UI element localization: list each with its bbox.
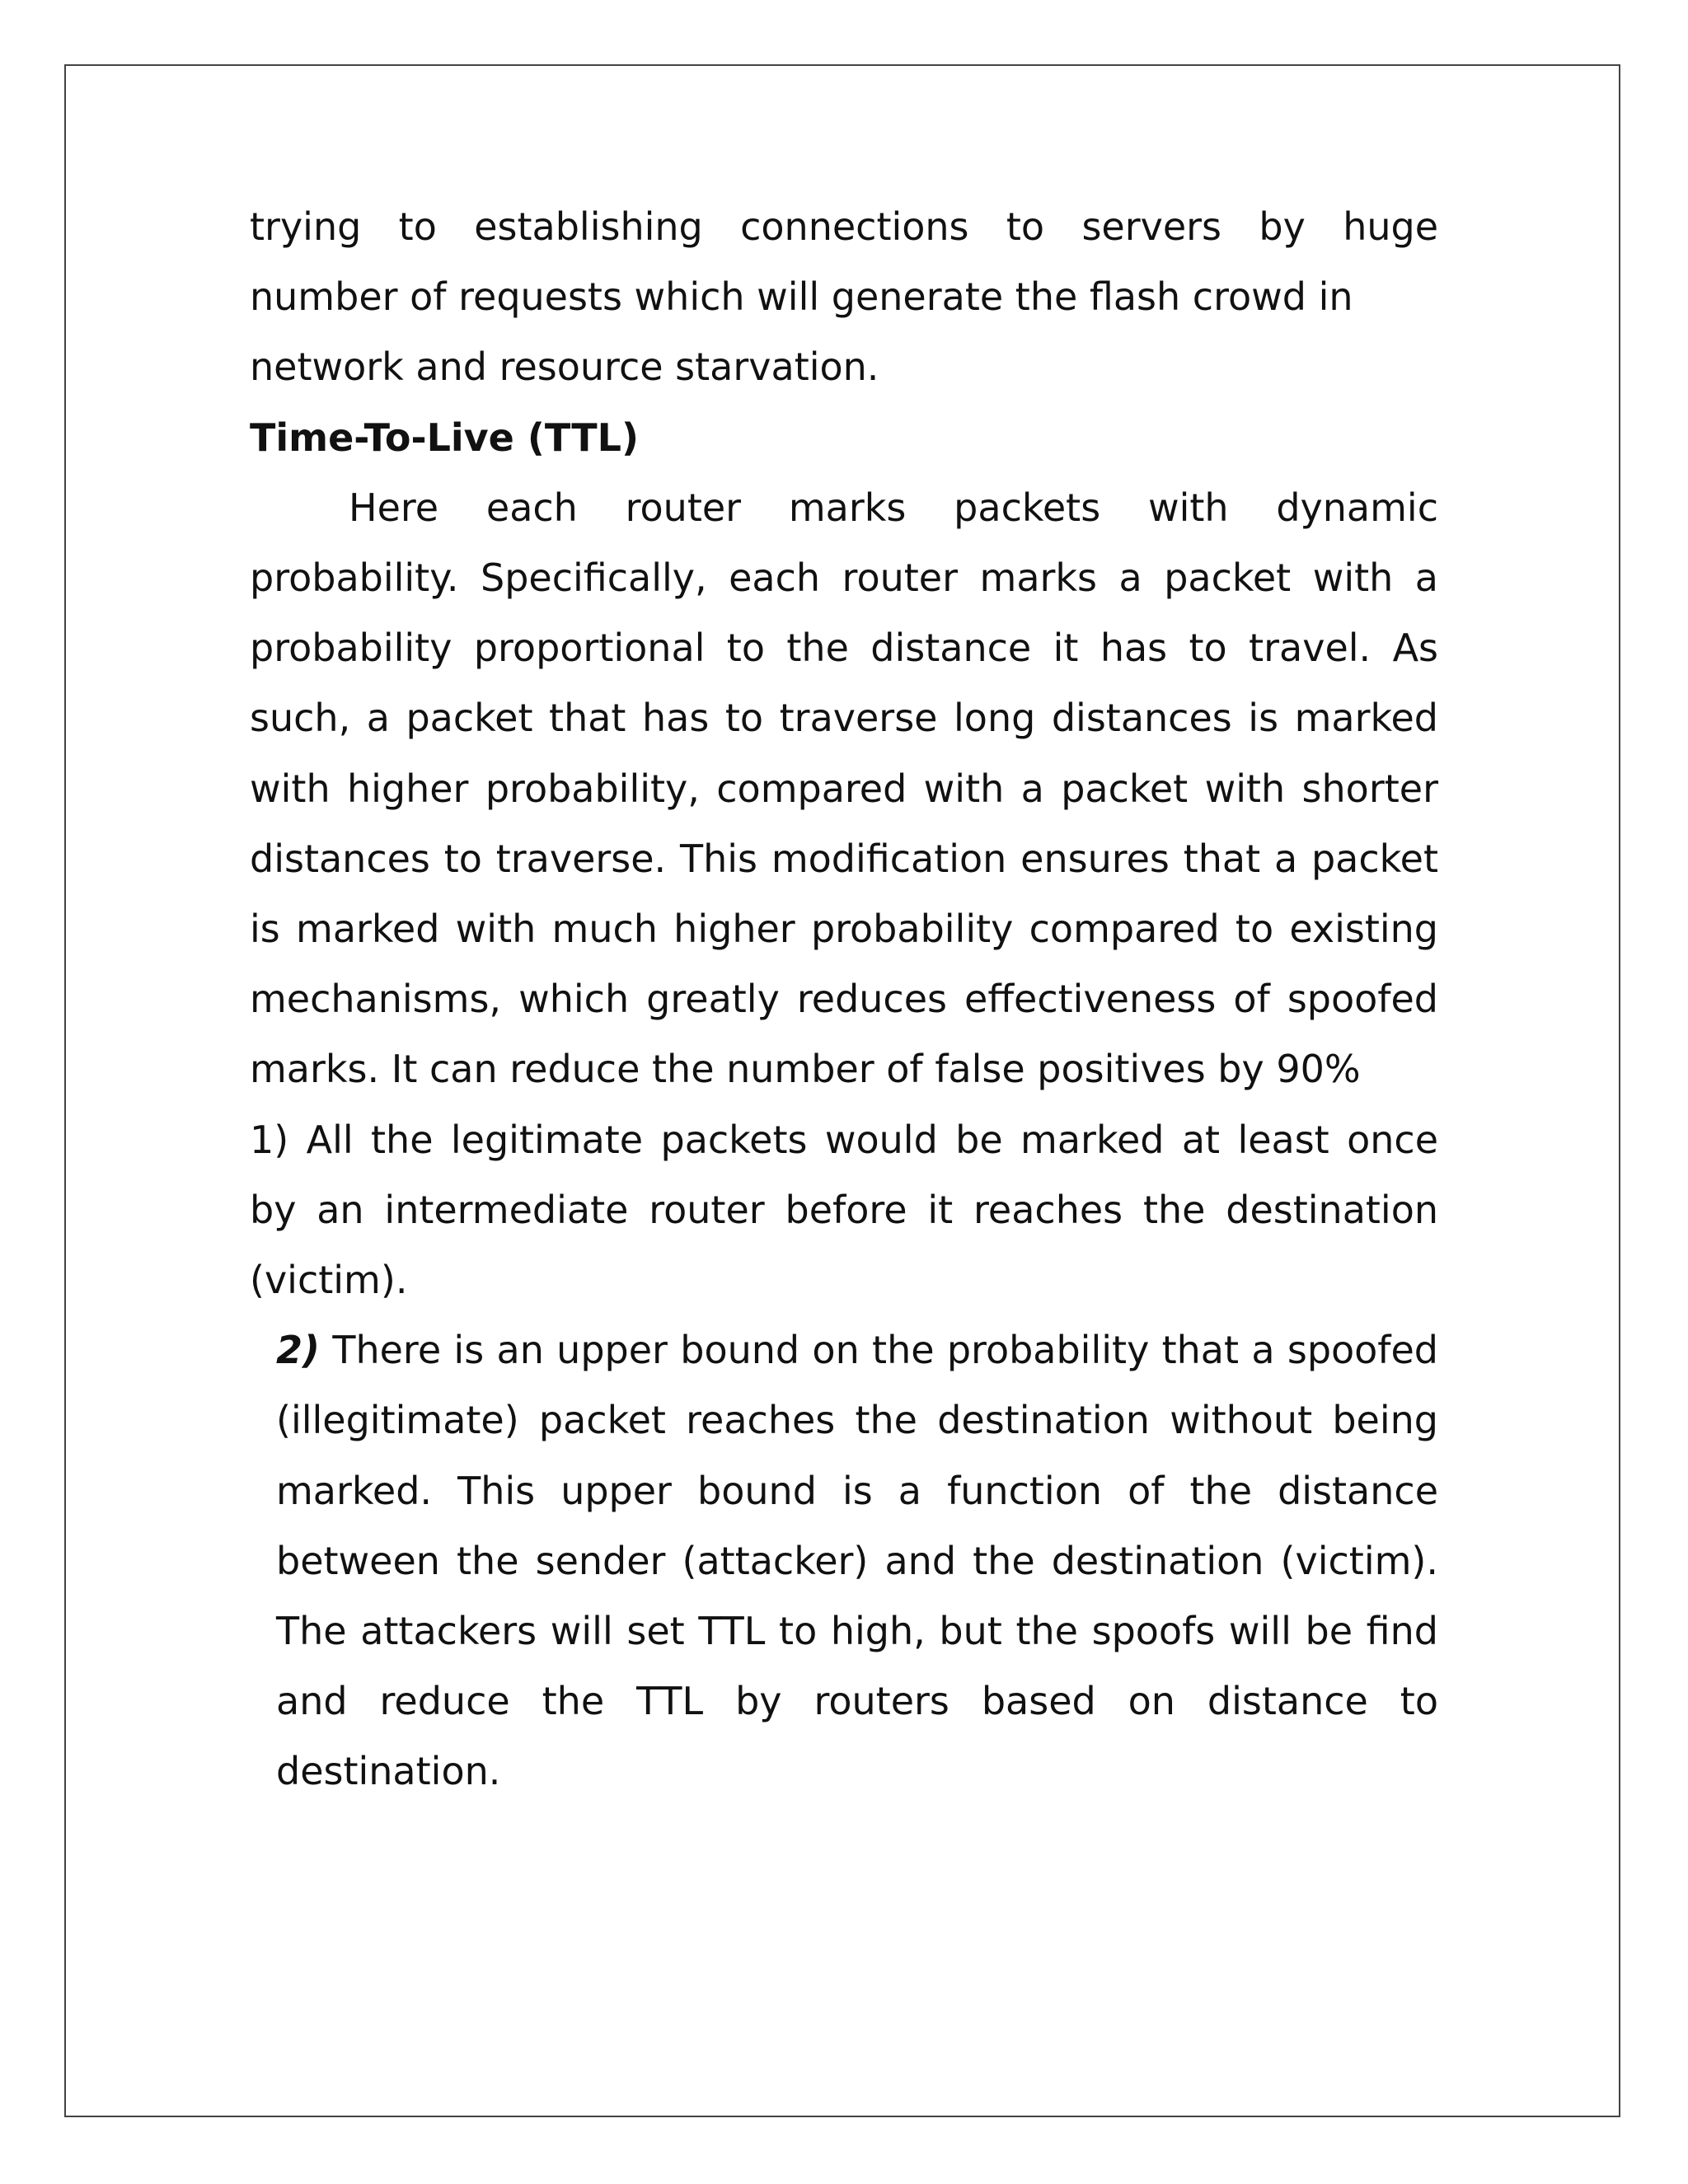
- list-item-1: 1) All the legitimate packets would be marked at least once by an intermediate router before it reaches the destination (victim).: [250, 1117, 1438, 1303]
- section-heading: Time-To-Live (TTL): [250, 415, 640, 460]
- intro-line-2: number of requests which will generate the flash crowd in: [250, 274, 1353, 320]
- ttl-paragraph: Here each router marks packets with dynamic probability. Specifically, each router marks a packet with a probability proportional to the distance it has to travel. As such, a packet that has to traverse long distances is marked with higher probability, compared with a packet with shorter distances to traverse. This modification ensures that a packet is marked with much higher probability compared to existing mechanisms, which greatly reduces effectiveness of spoofed marks. It can reduce the number of false positives by 90%: [250, 485, 1438, 1092]
- intro-line-3: network and resource starvation.: [250, 344, 879, 390]
- list-item-2-marker: 2): [276, 1328, 321, 1373]
- list-item-2-text: There is an upper bound on the probability that a spoofed (illegitimate) packet reaches the destination without being marked. This upper bound is a function of the distance between the sender (attacker) and the destination (victim). The attackers will set TTL to high, but the spoofs will be find and reduce the TTL by routers based on distance to destination.: [276, 1328, 1438, 1794]
- intro-paragraph: [250, 192, 1438, 403]
- intro-line-1: trying to establishing connections to servers by huge: [250, 204, 1438, 249]
- document-body: [250, 192, 1438, 1807]
- list-item-2: [250, 1315, 1438, 1807]
